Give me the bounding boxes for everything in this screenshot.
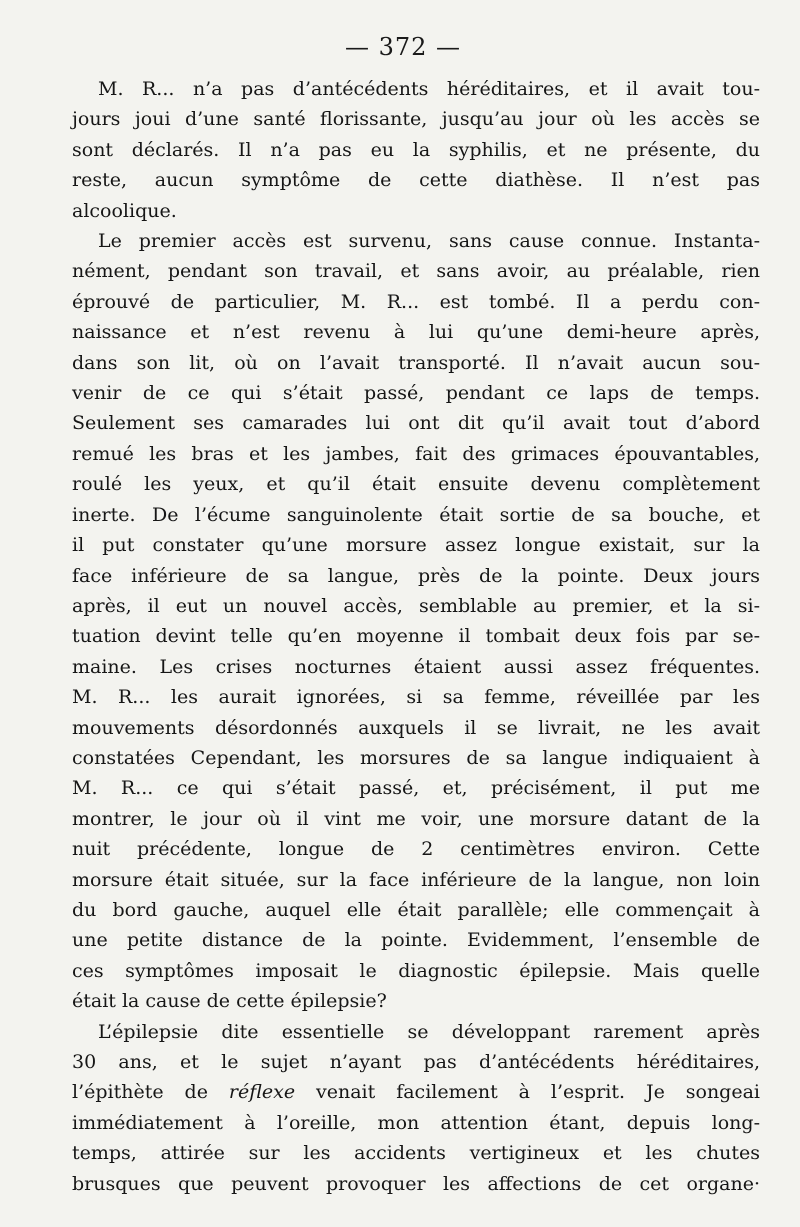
text-line: jours joui d’une santé florissante, jusqu’au jour où les accès se — [72, 108, 760, 131]
text-line: constatées Cependant, les morsures de sa langue indiquaient à — [72, 746, 760, 769]
text-line: temps, attirée sur les accidents vertigineux et les chutes — [72, 1142, 760, 1165]
text-fragment: venait facilement à l’esprit. Je songeai — [295, 1081, 760, 1104]
text-line: L’épilepsie dite essentielle se développant rarement après — [98, 1020, 760, 1043]
text-line: M. R... ce qui s’était passé, et, précisément, il put me — [72, 777, 760, 800]
text-line: morsure était située, sur la face inférieure de la langue, non loin — [72, 868, 760, 891]
text-line: alcoolique. — [72, 199, 177, 222]
paragraph-3 — [46, 1017, 760, 1199]
text-line: une petite distance de la pointe. Evidemment, l’ensemble de — [72, 929, 760, 952]
text-line: tuation devint telle qu’en moyenne il tombait deux fois par se- — [72, 625, 760, 648]
text-line: venir de ce qui s’était passé, pendant ce laps de temps. — [72, 382, 760, 405]
text-line: du bord gauche, auquel elle était parallèle; elle commençait à — [72, 898, 760, 921]
paragraph-2 — [46, 226, 760, 1017]
text-line: nément, pendant son travail, et sans avoir, au préalable, rien — [72, 260, 760, 283]
text-line: était la cause de cette épilepsie? — [72, 990, 387, 1013]
text-line: mouvements désordonnés auxquels il se livrait, ne les avait — [72, 716, 760, 739]
text-line: ces symptômes imposait le diagnostic épilepsie. Mais quelle — [72, 959, 760, 982]
page-number: — 372 — — [344, 33, 462, 61]
text-line: Le premier accès est survenu, sans cause connue. Instanta- — [98, 230, 760, 253]
text-line: M. R... n’a pas d’antécédents héréditaires, et il avait tou- — [98, 78, 760, 100]
text-line: inerte. De l’écume sanguinolente était sortie de sa bouche, et — [72, 503, 760, 526]
italic-term: réflexe — [228, 1081, 296, 1104]
text-line: dans son lit, où on l’avait transporté. Il n’avait aucun sou- — [72, 351, 760, 374]
text-line: brusques que peuvent provoquer les affections de cet organe· — [72, 1172, 760, 1195]
text-line: éprouvé de particulier, M. R... est tombé. Il a perdu con- — [72, 290, 760, 313]
text-line-with-italic — [46, 1077, 760, 1107]
text-line: reste, aucun symptôme de cette diathèse. Il n’est pas — [72, 169, 760, 192]
text-line: 30 ans, et le sujet n’ayant pas d’antécédents héréditaires, — [72, 1051, 760, 1073]
text-line: sont déclarés. Il n’a pas eu la syphilis, et ne présente, du — [72, 138, 760, 161]
text-line: après, il eut un nouvel accès, semblable au premier, et la si- — [72, 594, 760, 617]
text-line: Seulement ses camarades lui ont dit qu’il avait tout d’abord — [72, 412, 760, 435]
text-line: face inférieure de sa langue, près de la pointe. Deux jours — [72, 564, 760, 587]
page-body — [46, 74, 760, 1199]
text-line: remué les bras et les jambes, fait des grimaces épouvantables, — [72, 442, 760, 465]
text-line: montrer, le jour où il vint me voir, une morsure datant de la — [72, 807, 760, 830]
text-line: immédiatement à l’oreille, mon attention étant, depuis long- — [72, 1111, 760, 1134]
text-line: il put constater qu’une morsure assez longue existait, sur la — [72, 534, 760, 557]
text-line: maine. Les crises nocturnes étaient aussi assez fréquentes. — [72, 655, 760, 678]
text-line: roulé les yeux, et qu’il était ensuite devenu complètement — [72, 473, 760, 496]
paragraph-1 — [46, 74, 760, 226]
text-line: M. R... les aurait ignorées, si sa femme, réveillée par les — [72, 686, 760, 709]
text-line: nuit précédente, longue de 2 centimètres environ. Cette — [72, 838, 760, 861]
text-line: naissance et n’est revenu à lui qu’une demi-heure après, — [72, 321, 760, 344]
text-fragment: l’épithète de — [72, 1081, 229, 1104]
